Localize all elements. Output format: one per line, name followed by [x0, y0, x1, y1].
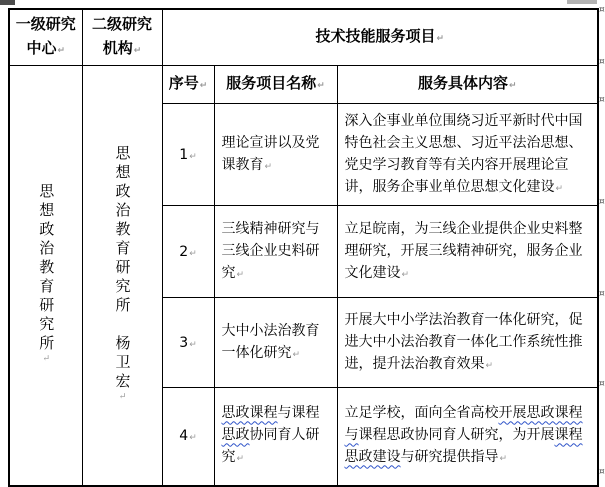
crop-artifact-left [0, 0, 15, 5]
cell-text: 大中小法治教育一体化研究 [221, 322, 320, 361]
spellcheck-flagged-text: 思政课程 [221, 405, 278, 422]
paragraph-mark: ↵ [41, 353, 52, 364]
paragraph-mark: ↵ [57, 46, 66, 56]
row3-no: 3↵ [162, 298, 214, 388]
subheader-detail-label: 服务具体内容 [417, 74, 508, 92]
cell-text: 课程思政协同育人研究，为开展 [358, 427, 555, 444]
paragraph-mark: ↵ [436, 34, 445, 44]
subheader-name-label: 服务项目名称 [226, 74, 317, 92]
paragraph-mark: ↵ [199, 81, 208, 91]
cell-text: 立足皖南，为三线企业提供企业史料整理研究，开展三线精神研究，服务企业文化建设 [344, 220, 583, 281]
paragraph-mark: ↵ [508, 81, 517, 91]
row2-name [214, 206, 337, 298]
cell-text: 开展大中小学法治教育一体化研究，促进大中小法治教育一体化工作系统性推进，提升法治教育效果 [344, 311, 583, 372]
row1-name [214, 104, 337, 206]
cell-level1-center [9, 66, 82, 486]
header-level2-org-label: 二级研究机构 [91, 15, 152, 57]
row2-detail [337, 206, 598, 298]
paragraph-mark: ↵ [264, 161, 273, 172]
row-end-mark: ¤ [599, 57, 605, 67]
level1-center-vertical-text: 思想政治教育研究所↵ [37, 182, 56, 364]
row-end-mark: ¤ [599, 5, 605, 15]
row2-no: 2↵ [162, 206, 214, 298]
spellcheck-flagged-text: 思政 [221, 427, 250, 444]
subheader-name [214, 66, 337, 104]
header-level1-center [9, 9, 82, 66]
paragraph-mark: ↵ [133, 46, 142, 56]
row-end-mark: ¤ [599, 379, 605, 389]
row3-name [214, 298, 337, 388]
paragraph-mark: ↵ [189, 248, 197, 259]
row4-name [214, 388, 337, 486]
subheader-no [162, 66, 214, 104]
paragraph-mark: ↵ [292, 349, 301, 360]
paragraph-mark: ↵ [485, 360, 494, 371]
cell-level2-org [82, 66, 162, 486]
spellcheck-flagged-text: 开展思政课程与 [344, 405, 583, 444]
spellcheck-flagged-text: 课程思政建设 [344, 427, 583, 466]
subheader-no-label: 序号 [168, 74, 199, 92]
paragraph-mark: ↵ [317, 81, 325, 91]
cell-text: 与研究提供指导 [400, 449, 499, 466]
service-projects-table [8, 8, 599, 487]
header-service-projects [162, 9, 598, 66]
row3-detail [337, 298, 598, 388]
row-end-mark: ¤ [599, 197, 605, 207]
paragraph-mark: ↵ [499, 454, 508, 465]
header-service-projects-label: 技术技能服务项目 [315, 27, 436, 45]
cell-text: 与课程 [277, 405, 320, 422]
paragraph-mark: ↵ [236, 454, 245, 465]
crop-artifact-right [567, 0, 597, 4]
paragraph-mark: ↵ [189, 151, 197, 162]
cell-text: 立足学校，面向全省高校 [344, 405, 499, 422]
cell-text: 深入企事业单位围绕习近平新时代中国特色社会主义思想、习近平法治思想、党史学习教育等有关内容开展理论宣讲，服务企事业单位思想文化建设 [344, 112, 583, 195]
paragraph-mark: ↵ [117, 391, 128, 402]
paragraph-mark: ↵ [555, 183, 564, 194]
row4-detail [337, 388, 598, 486]
cell-text: 协同育人研究 [221, 427, 320, 466]
row4-no: 4↵ [162, 388, 214, 486]
paragraph-mark: ↵ [401, 269, 410, 280]
header-level2-org [82, 9, 162, 66]
row-end-mark: ¤ [599, 467, 605, 477]
row-end-mark: ¤ [599, 95, 605, 105]
paragraph-mark: ↵ [189, 339, 197, 350]
paragraph-mark: ↵ [236, 269, 245, 280]
subheader-detail [337, 66, 598, 104]
row1-detail [337, 104, 598, 206]
level2-org-vertical-text: 思想政治教育研究所 杨卫宏↵ [113, 144, 132, 402]
paragraph-mark: ↵ [189, 433, 197, 444]
cell-text: 理论宣讲以及党课教育 [221, 134, 320, 173]
row1-no: 1↵ [162, 104, 214, 206]
header-level1-center-label: 一级研究中心 [15, 15, 76, 57]
cell-text: 三线精神研究与三线企业史料研究 [221, 220, 320, 281]
row-end-mark: ¤ [599, 289, 605, 299]
